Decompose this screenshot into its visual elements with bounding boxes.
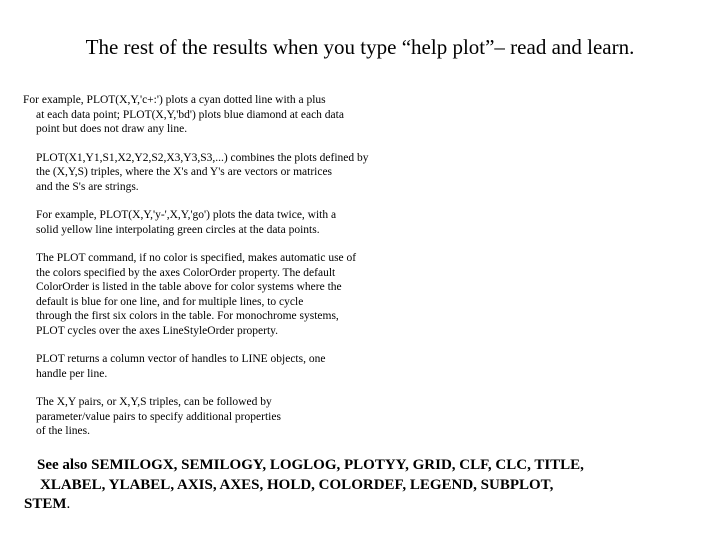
help-text-line: ColorOrder is listed in the table above for color systems where the xyxy=(36,281,342,293)
help-text-line: the (X,Y,S) triples, where the X's and Y's are vectors or matrices xyxy=(36,166,333,178)
help-text-line: PLOT cycles over the axes LineStyleOrder property. xyxy=(36,324,279,337)
help-text-body xyxy=(0,93,720,453)
help-text-line: the colors specified by the axes ColorOrder property. The default xyxy=(36,266,336,279)
help-paragraph-color-order xyxy=(0,251,720,338)
help-text-line: The X,Y pairs, or X,Y,S triples, can be followed by xyxy=(36,396,272,408)
help-text-line: point but does not draw any line. xyxy=(36,123,188,135)
help-text-line: The PLOT command, if no color is specified, makes automatic use of xyxy=(36,252,357,264)
help-text-line: PLOT returns a column vector of handles to LINE objects, one xyxy=(36,353,326,365)
help-paragraph-properties xyxy=(0,395,720,439)
help-text-line: handle per line. xyxy=(36,367,108,380)
see-also-last-word: STEM xyxy=(24,496,67,512)
help-text-line: through the first six colors in the table. For monochrome systems, xyxy=(36,310,339,322)
see-also-line: XLABEL, YLABEL, AXIS, AXES, HOLD, COLORDEF, LEGEND, SUBPLOT, xyxy=(40,476,554,493)
see-also-section xyxy=(0,456,720,515)
help-paragraph-example-cyan xyxy=(0,93,720,137)
help-text-line: For example, PLOT(X,Y,'y-',X,Y,'go') plots the data twice, with a xyxy=(36,209,337,221)
help-text-line: of the lines. xyxy=(36,425,90,437)
help-text-line: For example, PLOT(X,Y,'c+:') plots a cyan dotted line with a plus xyxy=(23,94,326,106)
help-text-line: solid yellow line interpolating green circles at the data points. xyxy=(36,223,320,236)
help-text-line: PLOT(X1,Y1,S1,X2,Y2,S2,X3,Y3,S3,...) combines the plots defined by xyxy=(36,151,369,164)
see-also-line: See also SEMILOGX, SEMILOGY, LOGLOG, PLOTYY, GRID, CLF, CLC, TITLE, xyxy=(37,457,584,473)
help-paragraph-triples xyxy=(0,151,720,195)
help-text-line: at each data point; PLOT(X,Y,'bd') plots blue diamond at each data xyxy=(36,108,344,121)
help-paragraph-handles xyxy=(0,352,720,381)
help-text-line: default is blue for one line, and for multiple lines, to cycle xyxy=(36,295,304,308)
help-paragraph-example-yellow xyxy=(0,208,720,237)
help-text-line: parameter/value pairs to specify additional properties xyxy=(36,410,281,423)
see-also-line xyxy=(0,495,720,515)
see-also-trailing-period: . xyxy=(66,496,71,512)
slide-title: The rest of the results when you type “help plot”– read and learn. xyxy=(85,35,635,59)
help-text-line: and the S's are strings. xyxy=(36,180,139,193)
